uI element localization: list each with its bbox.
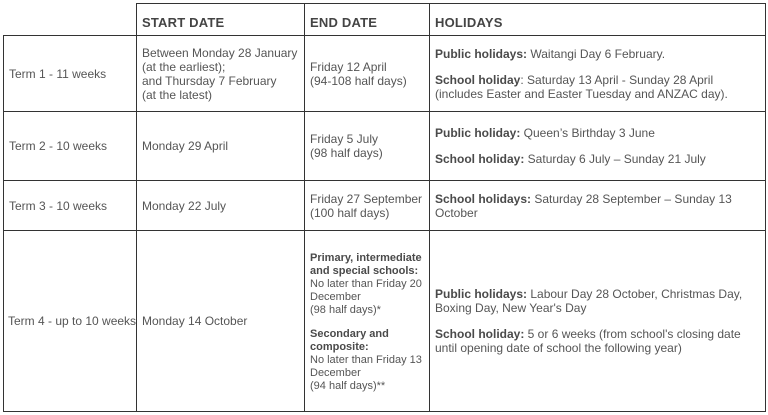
end-group-label [310, 328, 424, 354]
holiday-label: School holiday: [435, 327, 525, 341]
term-4-label: Term 4 - up to 10 weeks [8, 314, 137, 328]
table-border-right [765, 3, 766, 412]
end-line: (100 half days) [310, 205, 390, 220]
end-line: (98 half days)* [310, 303, 381, 316]
header-start-date: START DATE [142, 15, 225, 30]
header-holidays: HOLIDAYS [435, 15, 503, 30]
holiday-entry [435, 73, 760, 101]
term-3-start-date: Monday 22 July [142, 198, 227, 213]
end-line: December [310, 366, 361, 379]
end-line: (98 half days) [310, 146, 383, 160]
holiday-entry [435, 126, 706, 140]
term-1-start-date [137, 36, 304, 111]
holiday-label: Public holiday: [435, 126, 521, 140]
term-2-holidays [430, 112, 765, 180]
end-line: December [310, 290, 361, 303]
holiday-text: Labour Day 28 October, Christmas Day, Boxing Day, New Year's Day [435, 287, 743, 315]
holiday-label: School holidays: [435, 191, 532, 206]
holiday-entry [435, 192, 760, 220]
term-1-end-date [305, 36, 429, 111]
term-2-end-date [305, 112, 429, 180]
holiday-label: School holiday [435, 72, 521, 87]
term-3-label: Term 3 - 10 weeks [9, 198, 108, 213]
start-line: and Thursday 7 February [142, 73, 277, 88]
end-line: (94 half days)** [310, 379, 386, 392]
holiday-text: Saturday 28 September – Sunday 13 October [435, 191, 732, 220]
term-1-label: Term 1 - 11 weeks [9, 66, 107, 81]
holiday-text: 5 or 6 weeks (from school's closing date until opening date of school the following year) [435, 327, 741, 355]
holiday-text: Queen’s Birthday 3 June [520, 126, 655, 140]
school-type-label: Primary, intermediate and special schools: [310, 251, 422, 277]
start-line: (at the latest) [142, 87, 213, 102]
holiday-label: Public holidays: [435, 46, 528, 61]
table-border-bottom [3, 411, 766, 412]
end-line: (94-108 half days) [310, 73, 407, 88]
term-1-holidays [430, 36, 765, 111]
end-line: Friday 27 September [310, 191, 423, 206]
holiday-entry [435, 152, 706, 166]
end-line: Friday 12 April [310, 59, 387, 74]
end-line: No later than Friday 20 [310, 277, 422, 290]
term-4-end-date [305, 231, 429, 411]
end-group-label [310, 252, 424, 278]
end-line: Friday 5 July [310, 132, 379, 146]
holiday-entry [435, 287, 760, 315]
end-line: No later than Friday 13 [310, 353, 422, 366]
header-end-date: END DATE [310, 15, 378, 30]
holiday-text: : Saturday 13 April - Sunday 28 April (includes Easter and Easter Tuesday and ANZAC day). [435, 72, 728, 101]
term-2-start-date: Monday 29 April [142, 139, 229, 153]
term-4-holidays [430, 231, 765, 411]
holiday-entry [435, 327, 760, 355]
holiday-label: School holiday: [435, 152, 525, 166]
holiday-label: Public holidays: [435, 287, 528, 301]
term-3-holidays [430, 181, 765, 230]
term-4-start-date: Monday 14 October [142, 314, 248, 328]
holiday-text: Saturday 6 July – Sunday 21 July [524, 152, 706, 166]
holiday-entry [435, 47, 760, 61]
term-2-label: Term 2 - 10 weeks [9, 139, 108, 153]
start-line: (at the earliest); [142, 59, 226, 74]
holiday-text: Waitangi Day 6 February. [527, 46, 666, 61]
term-3-end-date [305, 181, 429, 230]
start-line: Between Monday 28 January [142, 45, 298, 60]
school-type-label: Secondary and composite: [310, 327, 389, 353]
